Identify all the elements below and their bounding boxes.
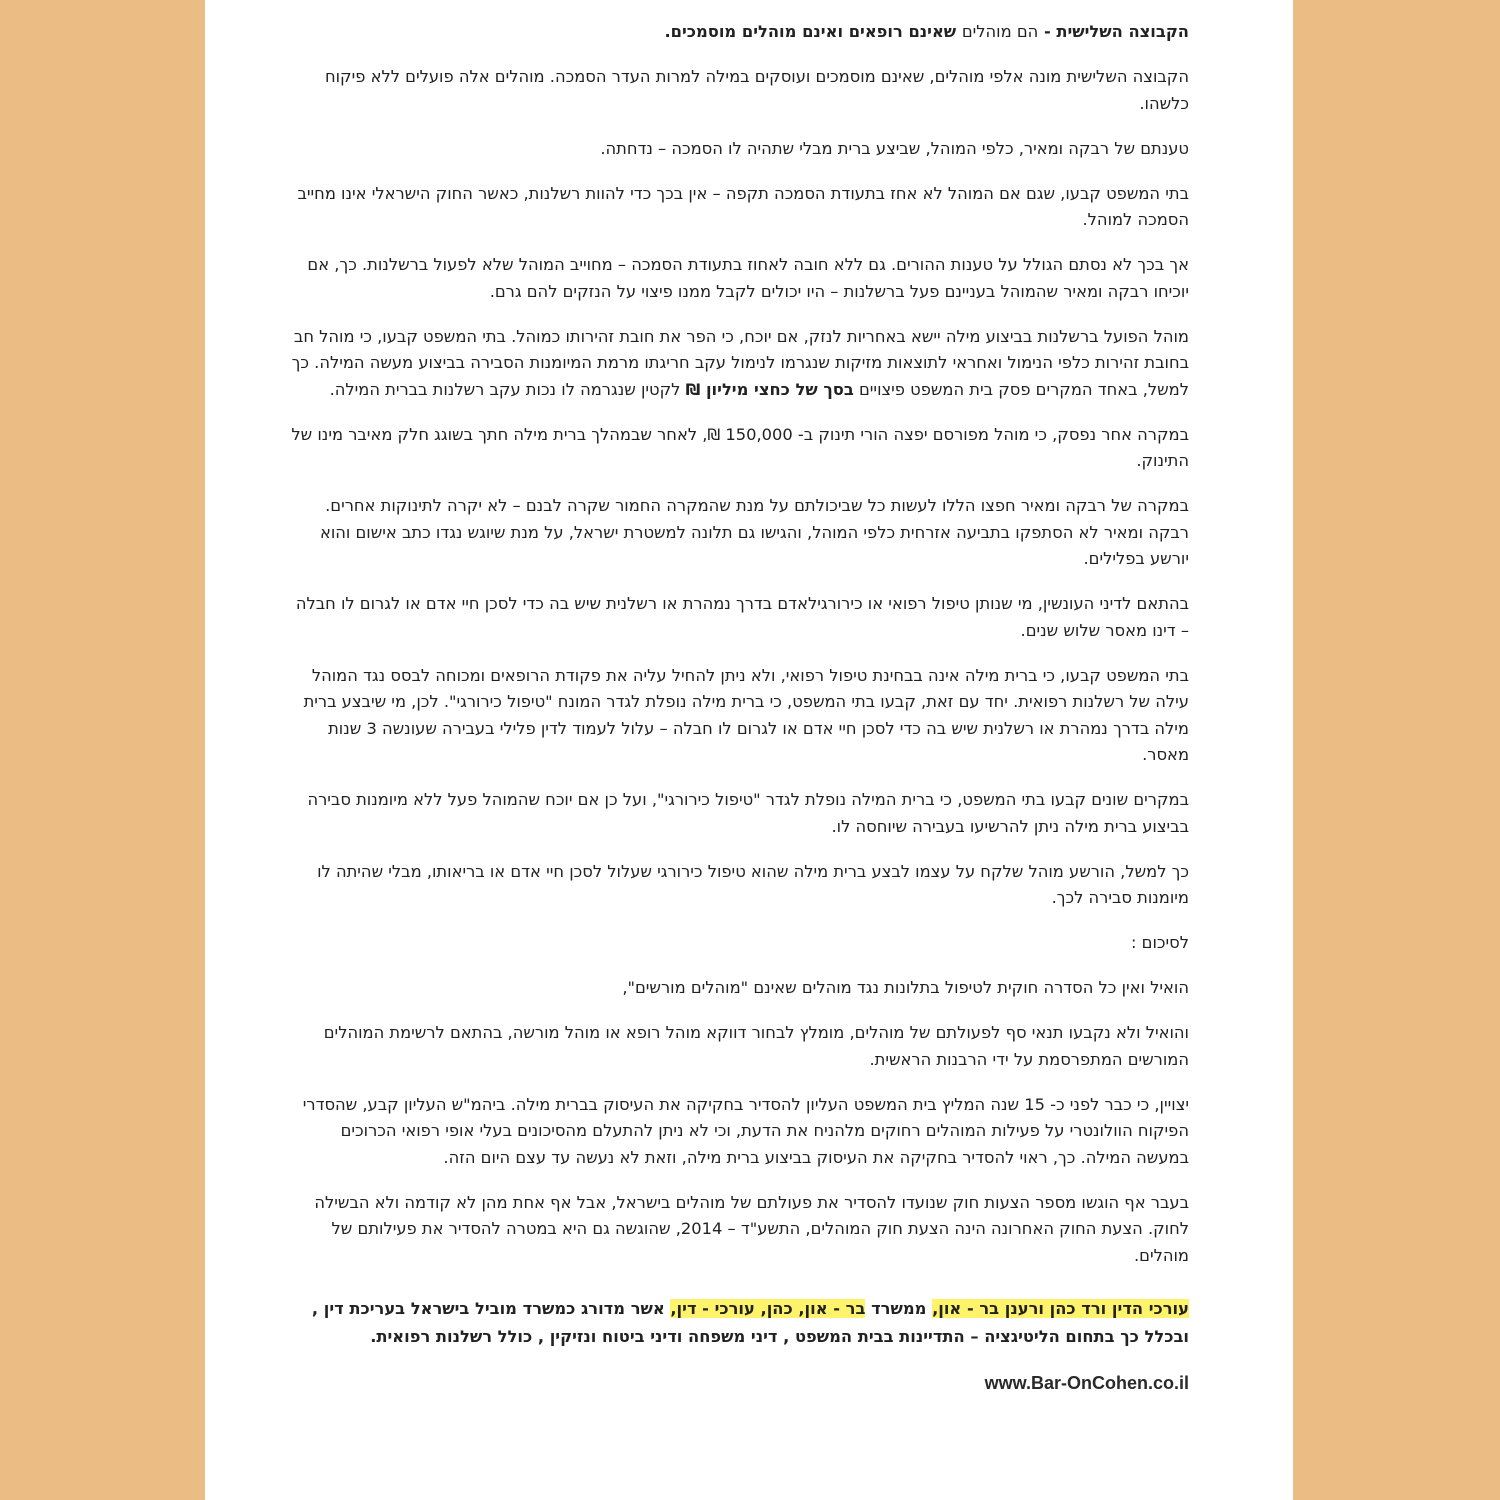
closing-credit [290, 1295, 1189, 1351]
paragraph-6: במקרה אחר נפסק, כי מוהל מפורסם יפצה הורי תינוק ב- 150,000 ₪, לאחר שבמהלך ברית מילה חתך בשוגג חלק מאיבר מינו של התינוק. [291, 424, 1189, 470]
paragraph-5-tail: לקטין שנגרמה לו נכות עקב רשלנות בברית המילה. [329, 379, 681, 399]
paragraph-1: הקבוצה השלישית מונה אלפי מוהלים, שאינם מוסמכים ועוסקים במילה למרות העדר הסמכה. מוהלים אלה פועלים ללא פיקוח כלשהו. [324, 67, 1189, 113]
paragraph-4: אך בכך לא נסתם הגולל על טענות ההורים. גם ללא חובה לאחוז בתעודת הסמכה – מחוייב המוהל שלא לפעול ברשלנות. כך, אם יוכיחו רבקה ומאיר שהמוהל בעניינם פעל ברשלנות – היו יכולים לקבל ממנו פיצוי על הנזקים להם גרם. [307, 255, 1189, 301]
compensation-amount: בסך של כחצי מיליון ₪ [685, 379, 854, 399]
paragraph-8: בהתאם לדיני העונשין, מי שנותן טיפול רפואי או כירורגילאדם בדרך נמהרת או רשלנית שיש בה כדי לסכן חיי אדם או לגרום לו חבלה – דינו מאסר שלוש שנים. [295, 594, 1189, 640]
authors-highlight: עורכי הדין ורד כהן ורענן בר - און, [932, 1299, 1189, 1318]
paragraph-5 [290, 324, 1189, 404]
heading-rest: שאינם רופאים ואינם מוהלים מוסמכים. [664, 22, 957, 41]
paragraph-2: טענתם של רבקה ומאיר, כלפי המוהל, שביצע ברית מבלי שתהיה לו הסמכה – נדחתה. [600, 138, 1189, 158]
summary-paragraph-3: יצויין, כי כבר לפני כ- 15 שנה המליץ בית המשפט העליון להסדיר בחקיקה את העיסוק בברית מילה. ביהמ"ש העליון קבע, שהסדרי הפיקוח הוולונטרי על פעילות המוהלים רחוקים מלהניח את הדעת, וכי לא ניתן להתעלם מהסיכונים בעלי אופי רפואי הכרוכים במעשה המילה. כך, ראוי להסדיר בחקיקה את העיסוק בביצוע ברית מילה, וזאת לא נעשה עד עצם היום הזה. [302, 1094, 1189, 1167]
paragraph-5-text: מוהל הפועל ברשלנות בביצוע מילה יישא באחריות לנזק, אם יוכח, כי הפר את חובת זהירותו כמוהל. בתי המשפט קבעו, כי מוהל חב בחובת זהירות כלפי הנימול ואחראי לתוצאות מזיקות שנגרמו לנימול עקב חריגתו מרמת המיומנות הסבירה בביצוע מעשה המילה. כך למשל, באחד המקרים פסק בית המשפט פיצויים [291, 326, 1189, 399]
section-heading [290, 19, 1189, 46]
summary-label: לסיכום : [1131, 933, 1189, 952]
paragraph-11: כך למשל, הורשע מוהל שלקח על עצמו לבצע ברית מילה שהוא טיפול כירורגי שעלול לסכן חיי אדם או בריאותו, מבלי שהיתה לו מיומנות סבירה לכך. [317, 861, 1189, 907]
paragraph-3: בתי המשפט קבעו, שגם אם המוהל לא אחז בתעודת הסמכה תקפה – אין בכך כדי להוות רשלנות, כאשר החוק הישראלי אינו מחייב הסמכה למוהל. [297, 183, 1189, 229]
firm-name-highlight: בר - און, כהן, עורכי - דין, [670, 1299, 866, 1318]
paragraph-10: במקרים שונים קבעו בתי המשפט, כי ברית המילה נופלת לגדר "טיפול כירורגי", ועל כן אם יוכח שהמוהל פעל ללא מיומנות סבירה בביצוע ברית מילה ניתן להרשיעו בעבירה שיוחסה לו. [307, 790, 1189, 836]
heading-prefix: הקבוצה השלישית - [1043, 22, 1189, 41]
document-page [205, 0, 1293, 1500]
summary-paragraph-1: הואיל ואין כל הסדרה חוקית לטיפול בתלונות נגד מוהלים שאינם "מוהלים מורשים", [622, 978, 1189, 997]
website-link[interactable]: www.Bar-OnCohen.co.il [984, 1372, 1189, 1393]
heading-middle: הם מוהלים [961, 22, 1039, 41]
from-office-text: ממשרד [871, 1299, 927, 1318]
paragraph-9: בתי המשפט קבעו, כי ברית מילה אינה בבחינת טיפול רפואי, ולא ניתן להחיל עליה את פקודת הרופאים ומכוחה לבסס נגד המוהל עילה של רשלנות רפואית. יחד עם זאת, קבעו בתי המשפט, כי ברית מילה נופלת לגדר המונח "טיפול כירורגי". לכן, מי שיבצע ברית מילה בדרך נמהרת או רשלנית שיש בה כדי לסכן חיי אדם או לגרום לו חבלה – עלול לעמוד לדין פלילי בעבירה שעונשה 3 שנות מאסר. [303, 665, 1189, 764]
summary-paragraph-4: בעבר אף הוגשו מספר הצעות חוק שנועדו להסדיר את פעולתם של מוהלים בישראל, אבל אף אחת מהן לא קודמה ולא הבשילה לחוק. הצעת החוק האחרונה הינה הצעת חוק המוהלים, התשע"ד – 2014, שהוגשה גם היא במטרה להסדיר את פעילותם של מוהלים. [314, 1192, 1189, 1265]
summary-paragraph-2: והואיל ולא נקבעו תנאי סף לפעולתם של מוהלים, מומלץ לבחור דווקא מוהל רופא או מוהל מורשה, בהתאם לרשימת המוהלים המורשים המתפרסמת על ידי הרבנות הראשית. [323, 1023, 1189, 1069]
paragraph-7: במקרה של רבקה ומאיר חפצו הללו לעשות כל שביכולתם על מנת שהמקרה החמור שקרה לבנם – לא יקרה לתינוקות אחרים. רבקה ומאיר לא הסתפקו בתביעה אזרחית כלפי המוהל, והגישו גם תלונה למשטרת ישראל, על מנת שיוגש נגדו כתב אישום והוא יורשע בפלילים. [319, 496, 1189, 568]
closing-rest: אשר מדורג כמשרד מוביל בישראל בעריכת דין , ובכלל כך בתחום הליטיגציה – התדיינות בבית המשפט , דיני משפחה ודיני ביטוח ונזיקין , כולל רשלנות רפואית. [311, 1299, 1189, 1346]
